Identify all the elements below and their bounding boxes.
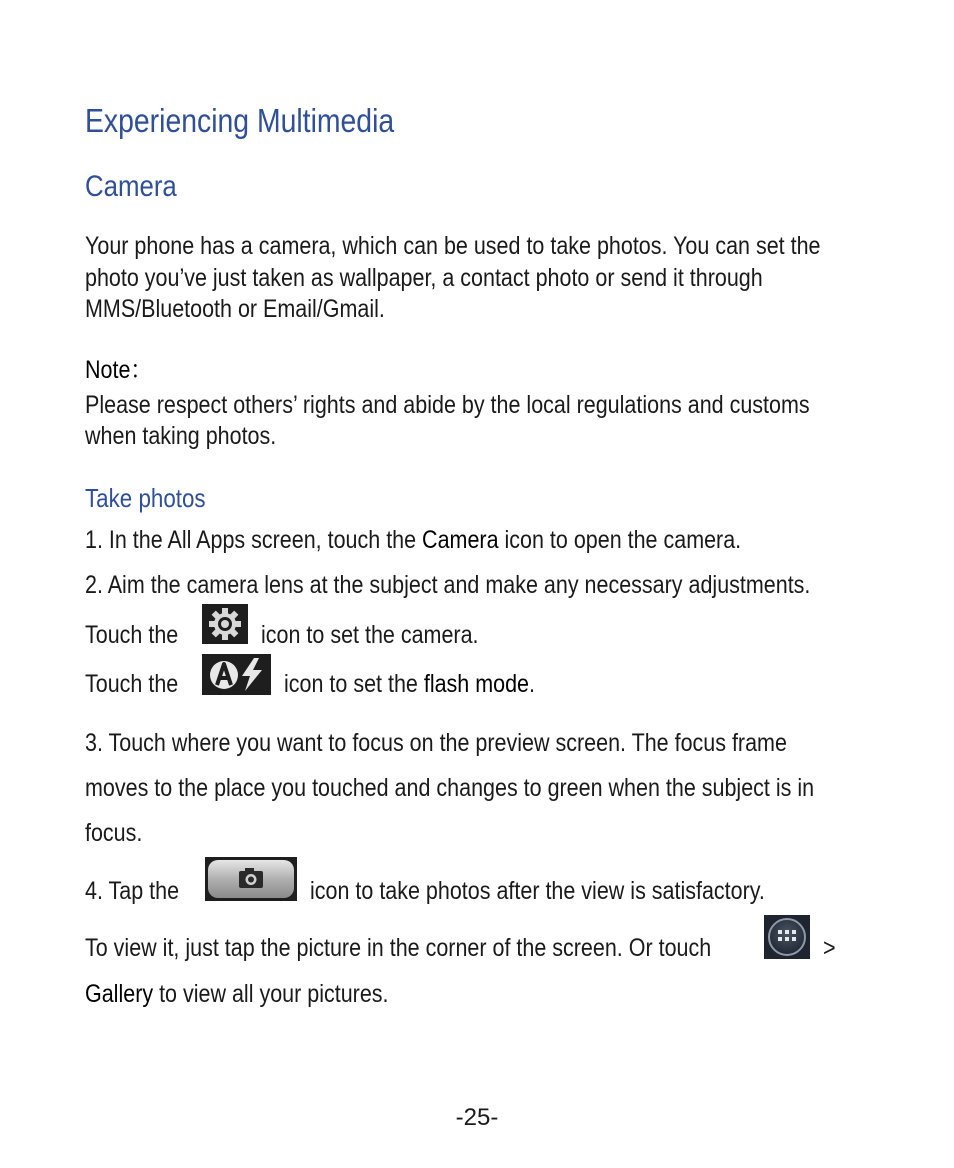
camera-shutter-icon [205,857,297,901]
touch-flash-pre: Touch the [85,670,179,698]
flash-auto-icon [202,654,271,695]
step-1 [85,524,741,556]
flash-mode-term: flash mode [423,670,530,698]
page-number: -25- [455,1104,499,1131]
touch-flash-post [284,668,535,700]
note-label: Note： [85,356,152,384]
step-3-line-2: moves to the place you touched and changes to green when the subject is in [85,774,815,802]
touch-flash-text: icon to set the [284,670,424,698]
view-line-2-text: to view all your pictures. [153,980,389,1008]
step-2: 2. Aim the camera lens at the subject and make any necessary adjustments. [85,571,811,599]
step-4-pre: 4. Tap the [85,877,180,905]
view-line-2 [85,978,388,1010]
section-heading: Camera [85,170,177,203]
subsection-heading: Take photos [85,483,206,513]
gallery-term: Gallery [85,980,154,1008]
intro-line-3: MMS/Bluetooth or Email/Gmail. [85,295,385,323]
page-title: Experiencing Multimedia [85,102,395,139]
camera-app-name: Camera [422,526,499,554]
gear-icon [202,604,248,644]
all-apps-icon [764,915,810,959]
step-3-line-1: 3. Touch where you want to focus on the preview screen. The focus frame [85,729,787,757]
view-gt: > [823,934,836,962]
intro-line-1: Your phone has a camera, which can be used to take photos. You can set the [85,232,821,260]
step-4-post: icon to take photos after the view is satisfactory. [310,877,765,905]
touch-settings-post: icon to set the camera. [261,621,479,649]
touch-settings-pre: Touch the [85,621,179,649]
touch-flash-end: . [529,670,535,698]
step-1-text: 1. In the All Apps screen, touch the [85,526,423,554]
step-3-line-3: focus. [85,819,143,847]
note-line-2: when taking photos. [85,422,277,450]
step-1-text-end: icon to open the camera. [498,526,742,554]
view-line-1: To view it, just tap the picture in the corner of the screen. Or touch [85,934,712,962]
intro-line-2: photo you’ve just taken as wallpaper, a contact photo or send it through [85,264,763,292]
note-line-1: Please respect others’ rights and abide by the local regulations and customs [85,391,810,419]
